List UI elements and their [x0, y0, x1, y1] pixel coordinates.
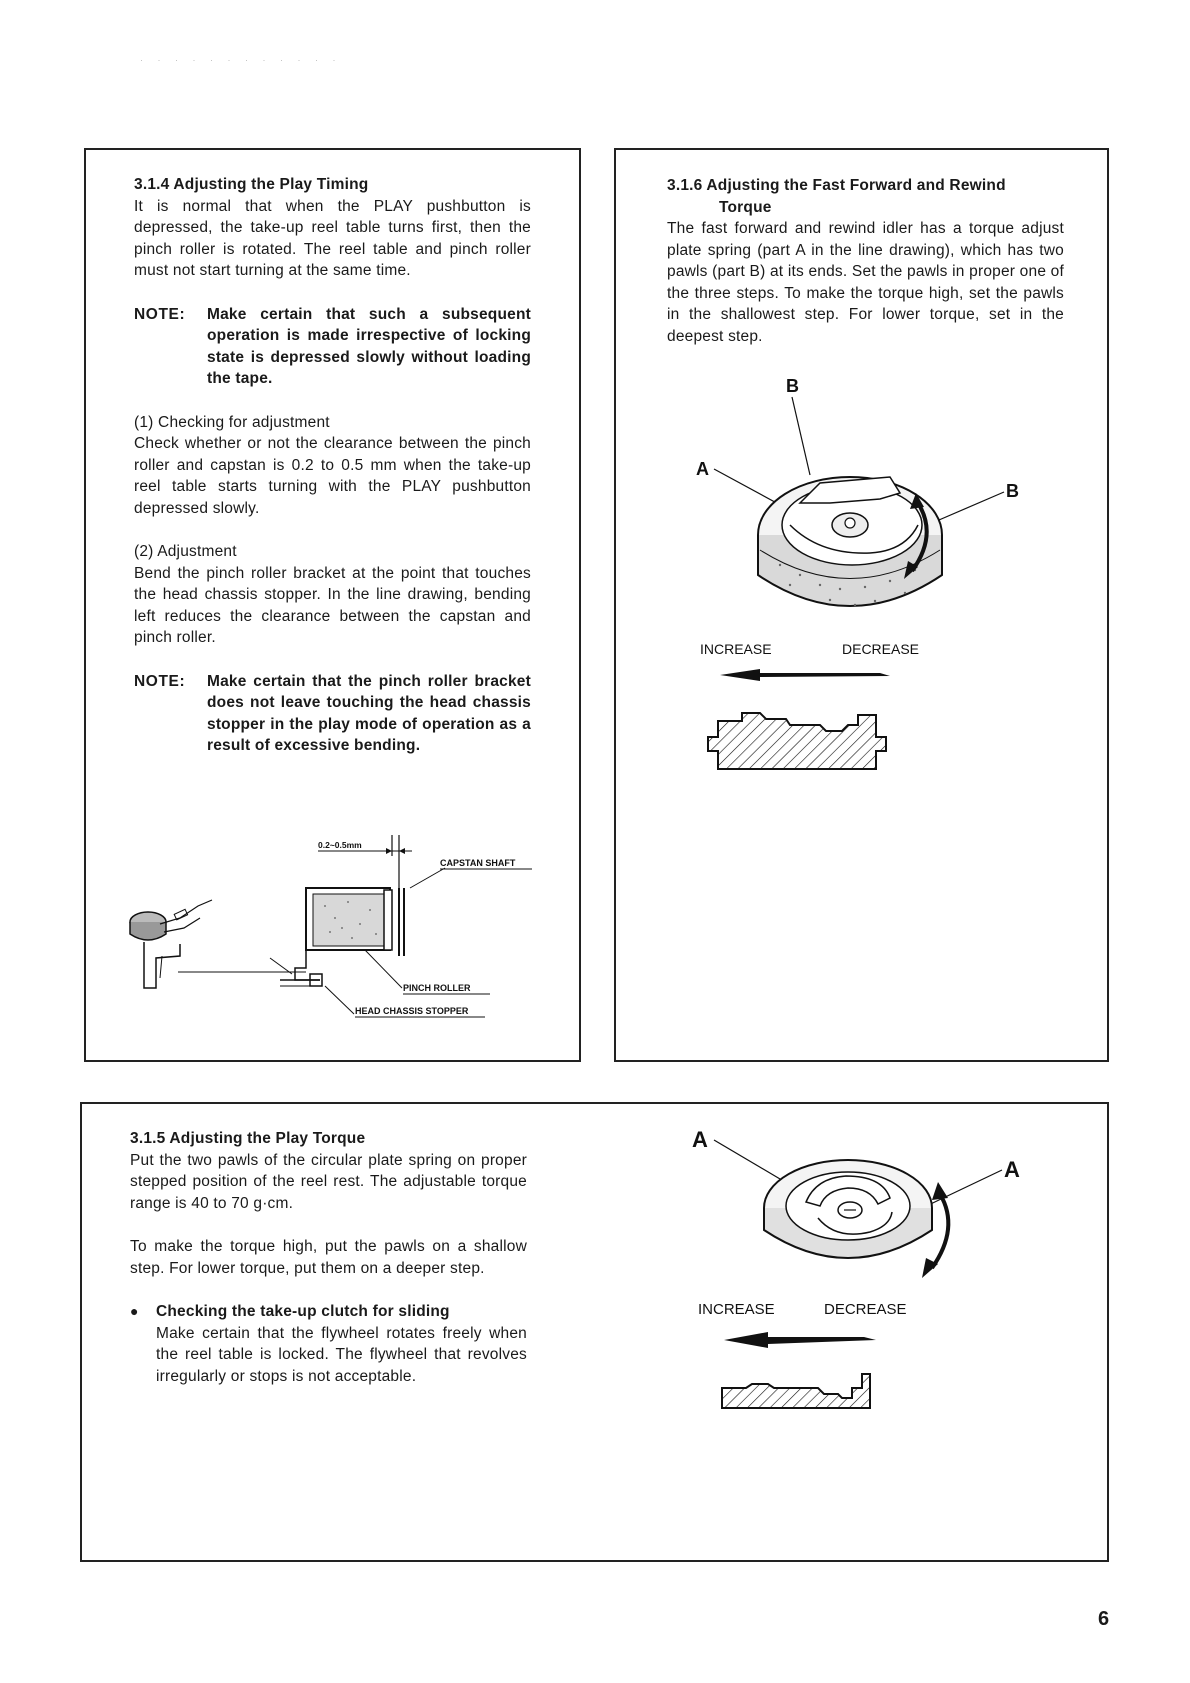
- pinch-roller-label: PINCH ROLLER: [403, 983, 471, 993]
- section-314: [134, 174, 531, 757]
- stopper-label: HEAD CHASSIS STOPPER: [355, 1006, 469, 1016]
- step-profile: [722, 1374, 870, 1408]
- note-label: NOTE:: [134, 305, 186, 323]
- note-block: [134, 304, 531, 390]
- bullet-title: Checking the take-up clutch for sliding: [156, 1303, 450, 1320]
- bullet-item: [130, 1301, 527, 1387]
- section-title: 3.1.4 Adjusting the Play Timing: [134, 176, 369, 193]
- label-a: A: [696, 459, 709, 479]
- section-title-continued: Torque: [719, 198, 772, 216]
- subsection-title: (1) Checking for adjustment: [134, 413, 330, 431]
- subsection-text: Check whether or not the clearance between the pinch roller and capstan is 0.2 to 0.5 mm when the take-up reel table starts turning with the PLAY pushbutton depressed slowly.: [134, 435, 531, 517]
- subsection-title: (2) Adjustment: [134, 543, 237, 560]
- capstan-label: CAPSTAN SHAFT: [440, 858, 516, 868]
- idler-diagram: [690, 375, 1030, 795]
- section-316: [667, 175, 1064, 347]
- section-text: Put the two pawls of the circular plate spring on proper stepped position of the reel rest. The adjustable torque range is 40 to 70 g·cm.: [130, 1151, 527, 1212]
- subsection-text: Bend the pinch roller bracket at the point that touches the head chassis stopper. In the line drawing, bending left reduces the clearance between the capstan and pinch roller.: [134, 564, 531, 646]
- label-a-right: A: [1004, 1157, 1020, 1182]
- label-a-left: A: [692, 1127, 708, 1152]
- section-315: [130, 1128, 527, 1387]
- section-text: The fast forward and rewind idler has a torque adjust plate spring (part A in the line drawing), which has two pawls (part B) at its ends. Set the pawls in proper one of the three steps. To make the torque high, set the pawls in the shallowest step. For lower torque, set in the deepest step.: [667, 220, 1064, 345]
- section-title: 3.1.5 Adjusting the Play Torque: [130, 1130, 366, 1147]
- note-block: [134, 671, 531, 757]
- bullet-icon: ●: [130, 1303, 139, 1319]
- increase-label: INCREASE: [698, 1301, 775, 1318]
- reel-rest-diagram: [686, 1118, 1066, 1428]
- increase-label: INCREASE: [700, 641, 772, 657]
- label-b-right: B: [1006, 481, 1019, 501]
- section-text: To make the torque high, put the pawls on a shallow step. For lower torque, put them on a deeper step.: [130, 1238, 527, 1277]
- scan-speck: · · · · · · · · · · · ·: [140, 55, 342, 65]
- label-b-top: B: [786, 376, 799, 396]
- section-title: 3.1.6 Adjusting the Fast Forward and Rewind: [667, 177, 1006, 194]
- clearance-label: 0.2~0.5mm: [318, 840, 362, 850]
- note-label: NOTE:: [134, 672, 186, 690]
- pinch-roller-diagram: [120, 828, 540, 1018]
- step-profile: [708, 713, 886, 769]
- note-text: Make certain that such a subsequent operation is made irrespective of locking state is depressed slowly without loading the tape.: [207, 305, 531, 387]
- decrease-label: DECREASE: [824, 1301, 907, 1318]
- decrease-label: DECREASE: [842, 641, 920, 657]
- bullet-text: Make certain that the flywheel rotates freely when the reel table is locked. The flywheel that revolves irregularly or stops is not acceptable.: [156, 1324, 527, 1385]
- section-intro: It is normal that when the PLAY pushbutton is depressed, the take-up reel table turns first, then the pinch roller is rotated. The reel table and pinch roller must not start turning at the same time.: [134, 197, 531, 279]
- note-text: Make certain that the pinch roller bracket does not leave touching the head chassis stopper in the play mode of operation as a result of excessive bending.: [207, 672, 531, 754]
- page-number: 6: [1098, 1608, 1110, 1630]
